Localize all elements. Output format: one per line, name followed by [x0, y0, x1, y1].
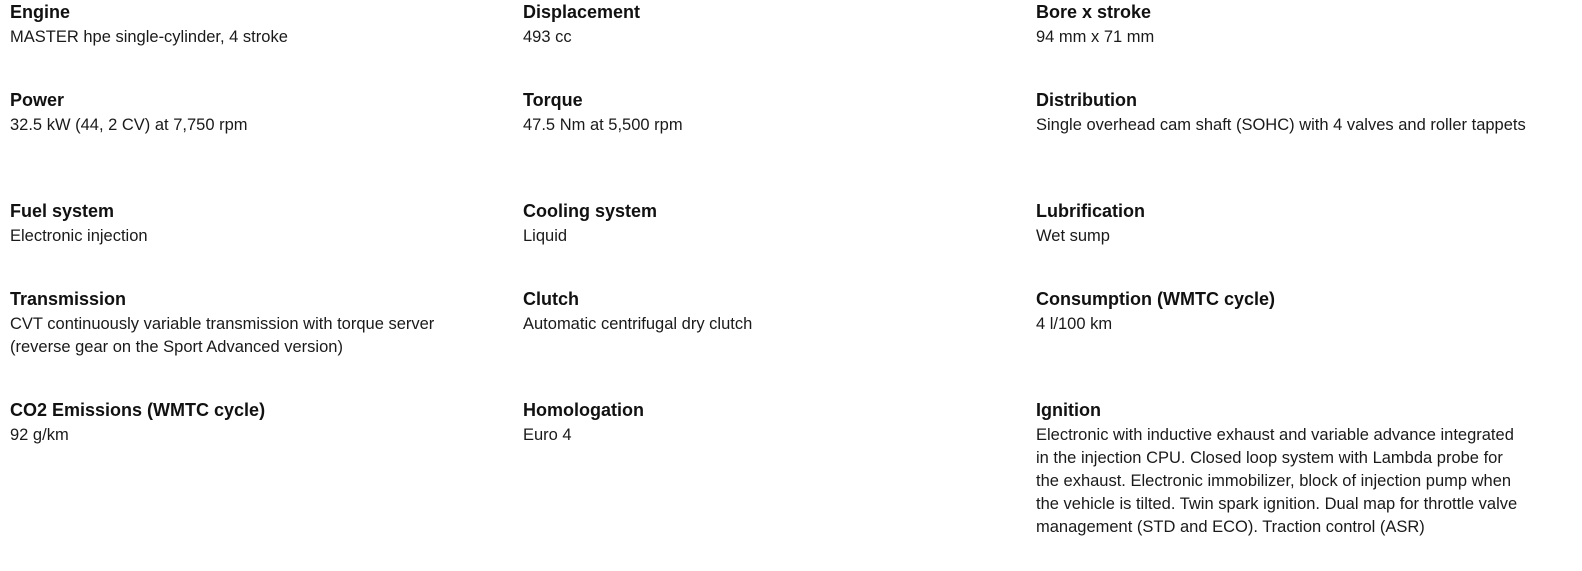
spec-value: 493 cc [523, 28, 572, 46]
spec-value: Electronic injection [10, 227, 148, 245]
spec-label: Ignition [1036, 400, 1101, 420]
spec-label: Lubrification [1036, 201, 1145, 221]
spec-value: CVT continuously variable transmission with torque server (reverse gear on the Sport Advanced version) [10, 315, 435, 356]
spec-value: Electronic with inductive exhaust and variable advance integrated in the injection CPU. Closed loop system with Lambda probe for the exhaust. Electronic immobilizer, block of injection pump when the vehicle is tilted. Twin spark ignition. Dual map for throttle valve management (STD and ECO). Traction control (ASR) [1036, 426, 1518, 536]
spec-value: 94 mm x 71 mm [1036, 28, 1155, 46]
spec-label: Homologation [523, 400, 644, 420]
spec-value: 92 g/km [10, 426, 69, 444]
spec-label: Torque [523, 90, 583, 110]
spec-value: Wet sump [1036, 227, 1110, 245]
spec-value: Automatic centrifugal dry clutch [523, 315, 753, 333]
spec-value: 4 l/100 km [1036, 315, 1113, 333]
spec-engine [10, 0, 505, 49]
spec-consumption [1036, 287, 1531, 336]
spec-label: CO2 Emissions (WMTC cycle) [10, 400, 266, 420]
spec-value: Euro 4 [523, 426, 572, 444]
spec-label: Distribution [1036, 90, 1137, 110]
spec-value: 47.5 Nm at 5,500 rpm [523, 116, 683, 134]
spec-homologation [523, 398, 1018, 447]
spec-label: Engine [10, 2, 71, 22]
spec-lubrification [1036, 199, 1531, 248]
spec-label: Clutch [523, 289, 579, 309]
spec-displacement [523, 0, 1018, 49]
spec-transmission [10, 287, 505, 359]
spec-power [10, 88, 505, 137]
spec-value: 32.5 kW (44, 2 CV) at 7,750 rpm [10, 116, 248, 134]
spec-label: Power [10, 90, 65, 110]
spec-value: MASTER hpe single-cylinder, 4 stroke [10, 28, 288, 46]
spec-label: Displacement [523, 2, 641, 22]
spec-fuel-system [10, 199, 505, 248]
spec-ignition [1036, 398, 1531, 539]
spec-label: Bore x stroke [1036, 2, 1152, 22]
spec-value: Single overhead cam shaft (SOHC) with 4 valves and roller tappets [1036, 116, 1526, 134]
spec-co2-emissions [10, 398, 505, 447]
spec-label: Fuel system [10, 201, 115, 221]
spec-label: Cooling system [523, 201, 658, 221]
spec-distribution [1036, 88, 1531, 137]
spec-value: Liquid [523, 227, 568, 245]
spec-label: Consumption (WMTC cycle) [1036, 289, 1275, 309]
spec-cooling-system [523, 199, 1018, 248]
spec-bore-stroke [1036, 0, 1531, 49]
spec-label: Transmission [10, 289, 127, 309]
spec-torque [523, 88, 1018, 137]
spec-clutch [523, 287, 1018, 336]
